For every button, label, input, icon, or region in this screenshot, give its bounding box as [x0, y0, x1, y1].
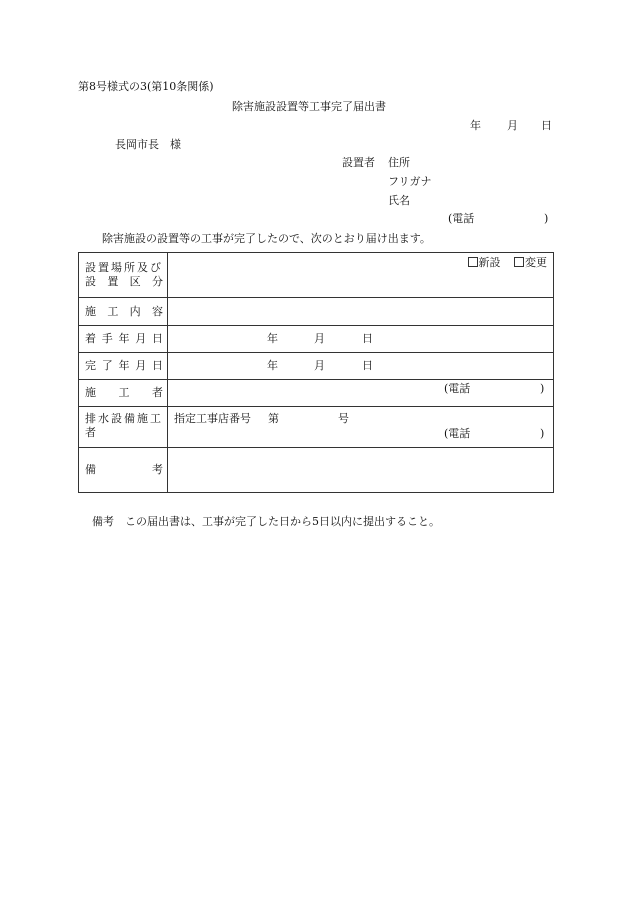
label-char: 年 [118, 359, 130, 372]
designated-number-prefix: 第 [268, 412, 279, 425]
start-month-label: 月 [314, 332, 325, 345]
label-construction-content [79, 298, 168, 326]
label-construction-content-text [79, 305, 167, 319]
category-options [468, 256, 548, 270]
label-installation-line1: 設置場所及び [85, 261, 163, 274]
label-char: 了 [101, 359, 113, 372]
row-drainage-contractor [79, 407, 554, 448]
label-remarks-text [79, 463, 167, 477]
checkbox-square-icon [514, 257, 524, 267]
label-char: 工 [107, 304, 119, 318]
intro-text: 除害施設の設置等の工事が完了したので、次のとおり届け出ます。 [102, 232, 431, 245]
row-construction-content [79, 298, 554, 326]
label-char: 日 [152, 359, 163, 372]
contractor-phone-open: (電話 [444, 382, 471, 395]
label-completion-date-text [79, 359, 167, 373]
label-start-date [79, 326, 168, 353]
label-char: 容 [151, 304, 163, 318]
label-char: 月 [135, 359, 147, 372]
contractor-phone-close: ) [540, 382, 545, 395]
checkbox-change[interactable] [514, 256, 547, 269]
applicant-phone-open: (電話 [448, 212, 475, 225]
completion-month-label: 月 [314, 359, 325, 372]
applicant-furigana-label: フリガナ [388, 175, 432, 188]
addressee: 長岡市長 様 [115, 138, 181, 151]
field-remarks[interactable] [168, 448, 554, 493]
label-char: 置 [107, 275, 119, 288]
checkbox-new-label: 新設 [478, 256, 501, 269]
drainage-phone-open: (電話 [444, 427, 471, 440]
field-completion-date[interactable] [168, 353, 554, 380]
label-remarks [79, 448, 168, 493]
row-completion-date [79, 353, 554, 380]
checkbox-new[interactable] [468, 256, 501, 269]
label-char: 日 [152, 332, 163, 345]
start-year-label: 年 [267, 332, 278, 345]
applicant-role-label: 設置者 [342, 156, 375, 169]
label-contractor [79, 380, 168, 407]
completion-day-label: 日 [362, 359, 373, 372]
form-number: 第8号様式の3(第10条関係) [78, 80, 214, 93]
completion-year-label: 年 [267, 359, 278, 372]
designated-number-suffix: 号 [338, 412, 349, 425]
applicant-phone-close: ) [544, 212, 549, 225]
label-char: 施 [85, 386, 96, 399]
label-drainage-line2: 者 [85, 426, 96, 439]
field-construction-content[interactable] [168, 298, 554, 326]
field-installation-location[interactable] [168, 253, 554, 298]
row-contractor [79, 380, 554, 407]
label-drainage-line1: 排水設備施工 [85, 412, 163, 425]
label-char: 施 [85, 304, 96, 318]
label-char: 分 [151, 275, 163, 288]
document-title: 除害施設設置等工事完了届出書 [232, 100, 386, 113]
label-char: 区 [129, 275, 141, 288]
label-start-date-text [79, 332, 167, 346]
checkbox-change-label: 変更 [525, 256, 547, 269]
field-contractor[interactable] [168, 380, 554, 407]
label-char: 完 [85, 359, 96, 372]
label-contractor-text [79, 386, 167, 400]
label-char: 着 [85, 332, 96, 345]
label-completion-date [79, 353, 168, 380]
label-char: 内 [129, 304, 141, 318]
row-remarks [79, 448, 554, 493]
date-year-label: 年 [470, 119, 481, 132]
footer-note: 備考 この届出書は、工事が完了した日から5日以内に提出すること。 [92, 515, 440, 528]
applicant-name-label: 氏名 [388, 194, 410, 207]
label-char: 考 [152, 463, 163, 476]
label-char: 年 [118, 332, 130, 345]
checkbox-square-icon [468, 257, 478, 267]
row-installation-location [79, 253, 554, 298]
label-char: 工 [118, 386, 130, 399]
notification-table [78, 252, 554, 493]
date-day-label: 日 [541, 119, 552, 132]
label-char: 設 [85, 275, 96, 288]
applicant-address-label: 住所 [388, 156, 410, 169]
drainage-phone-close: ) [540, 427, 545, 440]
label-installation-location [79, 253, 168, 298]
label-char: 者 [152, 386, 163, 399]
label-char: 備 [85, 463, 96, 476]
label-char: 月 [135, 332, 147, 345]
row-start-date [79, 326, 554, 353]
label-drainage-contractor [79, 407, 168, 448]
label-char: 手 [101, 332, 113, 345]
label-installation-line2 [79, 275, 167, 289]
field-start-date[interactable] [168, 326, 554, 353]
designated-contractor-number-label: 指定工事店番号 [174, 412, 251, 425]
date-month-label: 月 [507, 119, 518, 132]
field-drainage-contractor[interactable] [168, 407, 554, 448]
start-day-label: 日 [362, 332, 373, 345]
